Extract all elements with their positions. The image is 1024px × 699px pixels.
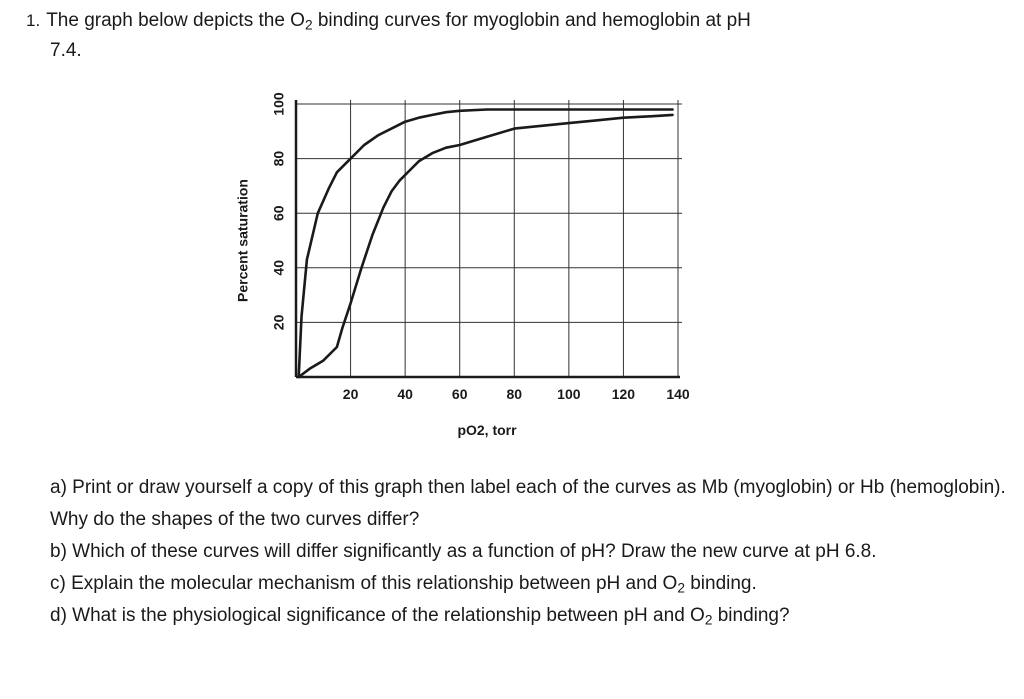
question-intro-part2: binding curves for myoglobin and hemoglobin at pH bbox=[312, 10, 751, 31]
y-tick-label-60: 60 bbox=[270, 205, 287, 221]
part-d-subscript: 2 bbox=[704, 612, 713, 628]
x-tick-label-60: 60 bbox=[451, 386, 468, 402]
part-d-text-2: binding? bbox=[712, 605, 790, 626]
question-intro-part1: The graph below depicts the O bbox=[46, 10, 305, 31]
grid-lines bbox=[296, 100, 682, 377]
part-c-text bbox=[50, 568, 1010, 600]
question-number: 1. bbox=[26, 11, 41, 30]
x-tick-label-80: 80 bbox=[506, 386, 523, 402]
series-curve-1 bbox=[299, 110, 673, 378]
y-axis-label: Percent saturation bbox=[234, 179, 251, 302]
y-tick-label-40: 40 bbox=[270, 260, 287, 276]
y-tick-label-80: 80 bbox=[270, 150, 287, 167]
part-b-text: b) Which of these curves will differ significantly as a function of pH? Draw the new curve at pH 6.8. bbox=[50, 541, 877, 562]
part-d-text-1: d) What is the physiological significance of the relationship between pH and O bbox=[50, 605, 705, 626]
series-curves bbox=[299, 110, 673, 378]
part-d-text bbox=[50, 600, 1010, 632]
question-intro-line2: 7.4. bbox=[50, 40, 82, 61]
o2-subscript: 2 bbox=[304, 17, 313, 33]
oxygen-binding-graph bbox=[230, 90, 710, 440]
part-c-text-2: binding. bbox=[684, 573, 757, 594]
y-tick-label-20: 20 bbox=[270, 314, 287, 331]
x-tick-label-40: 40 bbox=[397, 386, 413, 402]
part-c-text-1: c) Explain the molecular mechanism of this relationship between pH and O bbox=[50, 573, 678, 594]
x-tick-label-20: 20 bbox=[342, 386, 359, 402]
x-tick-label-140: 140 bbox=[666, 386, 690, 402]
oxygen-binding-chart bbox=[230, 90, 710, 440]
x-axis-label: pO2, torr bbox=[457, 422, 517, 438]
part-c-subscript: 2 bbox=[677, 580, 685, 596]
y-tick-label-100: 100 bbox=[270, 92, 287, 116]
question-header bbox=[26, 6, 1006, 66]
question-parts bbox=[50, 472, 1010, 632]
axes bbox=[296, 100, 680, 377]
x-tick-label-120: 120 bbox=[611, 386, 636, 402]
x-tick-label-100: 100 bbox=[557, 386, 581, 402]
part-a-text: a) Print or draw yourself a copy of this graph then label each of the curves as Mb (myoglobin) or Hb (hemoglobin). Why do the shapes of the two curves differ? bbox=[50, 477, 1006, 530]
